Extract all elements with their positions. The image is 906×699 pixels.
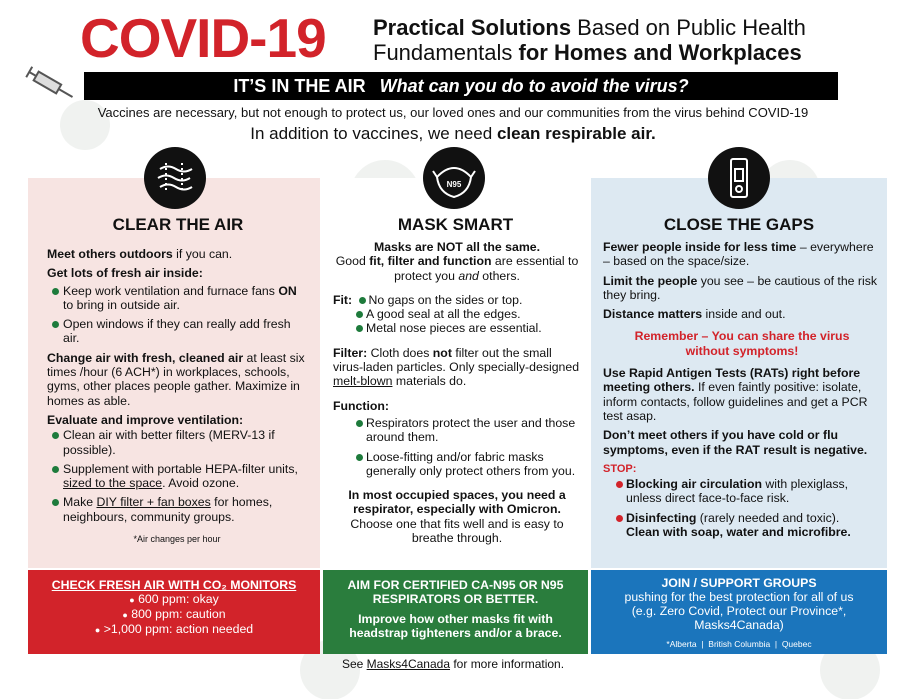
list-item: Meet others outdoors if you can.: [47, 247, 233, 261]
syringe-icon: [22, 64, 78, 104]
clear-the-air-title: CLEAR THE AIR: [112, 215, 244, 234]
close-the-gaps-title: CLOSE THE GAPS: [663, 215, 815, 234]
list-item: Get lots of fresh air inside:: [47, 266, 203, 281]
subtitle-line-2: Fundamentals for Homes and Workplaces: [373, 40, 802, 65]
masks4canada-link[interactable]: Masks4Canada: [366, 657, 451, 671]
banner-right: What can you do to avoid the virus?: [379, 76, 689, 96]
stop-label: STOP:: [603, 462, 637, 475]
list-item: Don’t meet others if you have cold or flu symptoms, even if the RAT result is negative.: [603, 428, 868, 457]
respirator-body: Improve how other masks fit with headstrap tighteners and/or a brace.: [349, 612, 562, 640]
close-the-gaps-text: [603, 240, 881, 544]
filter-section: Filter: Cloth does not filter out the small virus-laden particles. Only specially-designed melt-blown materials do.: [333, 345, 580, 389]
respirator-title: AIM FOR CERTIFIED CA-N95 OR N95 RESPIRATORS OR BETTER.: [347, 578, 564, 606]
co2-level-caution: ● 800 ppm: caution: [122, 607, 226, 621]
subtitle-line-1: Practical Solutions Based on Public Health: [373, 15, 806, 40]
co2-level-okay: ● 600 ppm: okay: [129, 592, 219, 606]
list-item: Evaluate and improve ventilation:: [47, 412, 244, 427]
function-section: Function:: [333, 398, 390, 413]
support-body: pushing for the best protection for all of us (e.g. Zero Covid, Protect our Province*, Masks4Canada): [624, 590, 854, 632]
see-more-line: See Masks4Canada for more information.: [341, 657, 565, 671]
mask-smart-text: [333, 240, 581, 550]
list-item: Masks are NOT all the same. Good fit, filter and function are essential to protect you and others.: [335, 240, 579, 283]
list-item: Supplement with portable HEPA-filter units, sized to the space. Avoid ozone.: [49, 462, 307, 491]
footnote: *Air changes per hour: [133, 534, 221, 545]
support-groups-box: [591, 570, 887, 654]
list-item: Open windows if they can really add fresh air.: [49, 317, 307, 346]
list-item: Limit the people you see – be cautious of the risk they bring.: [603, 273, 878, 302]
rapid-test-icon: [708, 147, 770, 209]
co2-title: CHECK FRESH AIR WITH CO₂ MONITORS: [51, 578, 297, 592]
co2-level-action: ● >1,000 ppm: action needed: [94, 622, 254, 636]
covid-title: COVID-19: [80, 7, 326, 69]
list-item: Clean air with better filters (MERV-13 if possible).: [49, 428, 307, 457]
n95-label: N95: [446, 180, 462, 189]
banner: [84, 72, 838, 100]
list-item: Fewer people inside for less time – everywhere – based on the space/size.: [603, 240, 874, 269]
list-item: Change air with fresh, cleaned air at least six times /hour (6 ACH*) in workplaces, schools, gyms, other places people gather. Maximize in homes as able.: [47, 350, 305, 408]
mask-smart-title: MASK SMART: [397, 215, 514, 234]
list-item: Distance matters inside and out.: [603, 307, 786, 322]
certified-respirator-box: [323, 570, 588, 654]
intro-line-2: In addition to vaccines, we need clean respirable air.: [250, 124, 656, 143]
closing: In most occupied spaces, you need a respirator, especially with Omicron. Choose one that fits well and is easy to breathe through.: [348, 488, 566, 546]
air-flow-icon: [144, 147, 206, 209]
list-item: Keep work ventilation and furnace fans ON to bring in outside air.: [49, 284, 307, 313]
list-item: Make DIY filter + fan boxes for homes, neighbours, community groups.: [49, 495, 307, 524]
list-item: Loose-fitting and/or fabric masks generally only protect others from you.: [353, 450, 581, 479]
support-title: JOIN / SUPPORT GROUPS: [661, 576, 817, 590]
banner-left: IT’S IN THE AIR: [233, 76, 366, 96]
intro-line-1: Vaccines are necessary, but not enough to protect us, our loved ones and our communities from the virus behind COVID-19: [97, 105, 809, 120]
fit-section: Fit: No gaps on the sides or top. A good seal at all the edges. Metal nose pieces are essential.: [333, 293, 581, 336]
list-item: Use Rapid Antigen Tests (RATs) right before meeting others. If even faintly positive: isolate, inform contacts, follow guidelines and get a PCR test asap.: [603, 366, 868, 423]
list-item: Blocking air circulation with plexiglass, unless direct face-to-face risk.: [613, 477, 881, 506]
n95-mask-icon: [423, 147, 485, 209]
list-item: Disinfecting (rarely needed and toxic). Clean with soap, water and microfibre.: [613, 511, 881, 540]
list-item: Respirators protect the user and those around them.: [353, 416, 581, 445]
co2-monitor-box: [28, 570, 320, 654]
clear-the-air-text: [47, 247, 307, 551]
header: [0, 0, 906, 70]
provinces: *Alberta | British Columbia | Quebec: [666, 639, 812, 649]
remember-note: Remember – You can share the virus without symptoms!: [634, 329, 850, 358]
